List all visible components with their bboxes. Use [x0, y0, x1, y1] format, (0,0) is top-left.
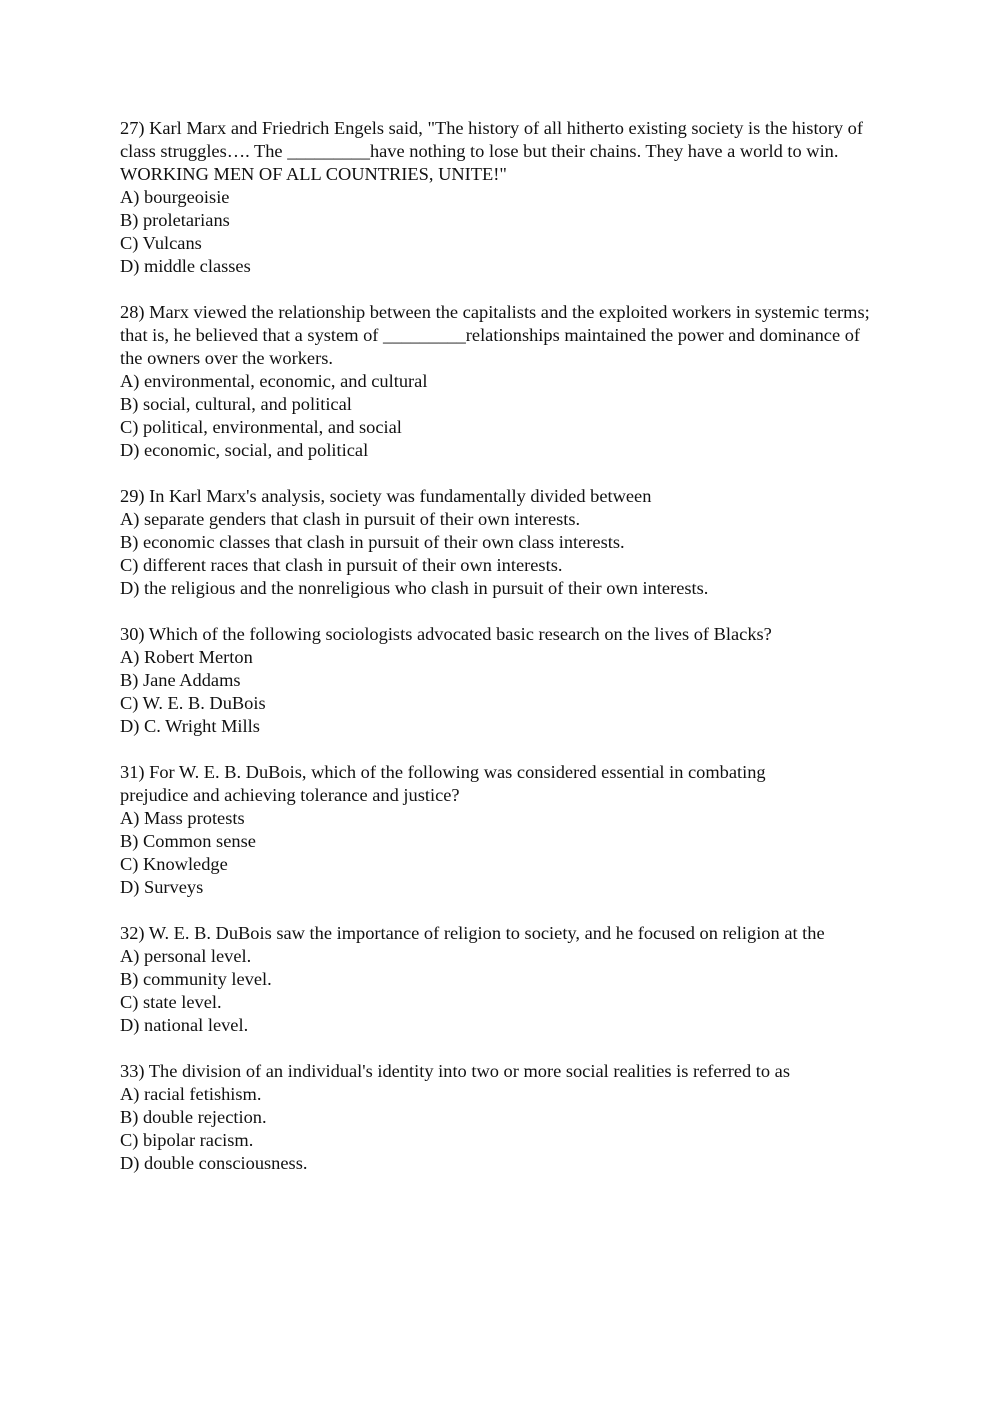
question-31	[120, 761, 900, 899]
question-33	[120, 1060, 900, 1175]
answer-option-a: A) personal level.	[120, 946, 252, 966]
answer-option-c: C) different races that clash in pursuit of their own interests.	[120, 555, 563, 575]
question-stem: 29) In Karl Marx's analysis, society was fundamentally divided between	[120, 486, 652, 506]
question-stem: 30) Which of the following sociologists advocated basic research on the lives of Blacks?	[120, 624, 772, 644]
question-stem: 27) Karl Marx and Friedrich Engels said, "The history of all hitherto existing society is the history of class struggles…. The _________have nothing to lose but their chains. They have a world to win. WORKING MEN OF ALL COUNTRIES, UNITE!"	[120, 118, 863, 184]
answer-option-c: C) bipolar racism.	[120, 1130, 254, 1150]
question-stem: 28) Marx viewed the relationship between the capitalists and the exploited workers in systemic terms; that is, he believed that a system of _________relationships maintained the power and dominance of the owners over the workers.	[120, 302, 870, 368]
question-28	[120, 301, 900, 462]
answer-option-a: A) bourgeoisie	[120, 187, 230, 207]
question-27	[120, 117, 900, 278]
answer-option-a: A) environmental, economic, and cultural	[120, 371, 428, 391]
question-29	[120, 485, 900, 600]
document-page	[120, 117, 900, 1198]
question-32	[120, 922, 900, 1037]
answer-option-c: C) state level.	[120, 992, 222, 1012]
answer-option-a: A) Mass protests	[120, 808, 245, 828]
answer-option-d: D) middle classes	[120, 256, 251, 276]
question-30	[120, 623, 900, 738]
answer-option-d: D) double consciousness.	[120, 1153, 308, 1173]
answer-option-c: C) W. E. B. DuBois	[120, 693, 266, 713]
question-stem: 31) For W. E. B. DuBois, which of the following was considered essential in combating prejudice and achieving tolerance and justice?	[120, 762, 766, 805]
question-stem: 33) The division of an individual's identity into two or more social realities is referred to as	[120, 1061, 790, 1081]
answer-option-b: B) Jane Addams	[120, 670, 241, 690]
answer-option-d: D) economic, social, and political	[120, 440, 369, 460]
answer-option-d: D) national level.	[120, 1015, 249, 1035]
answer-option-b: B) economic classes that clash in pursuit of their own class interests.	[120, 532, 625, 552]
answer-option-b: B) Common sense	[120, 831, 256, 851]
answer-option-b: B) proletarians	[120, 210, 230, 230]
answer-option-d: D) Surveys	[120, 877, 204, 897]
question-stem: 32) W. E. B. DuBois saw the importance of religion to society, and he focused on religion at the	[120, 923, 825, 943]
answer-option-b: B) double rejection.	[120, 1107, 267, 1127]
answer-option-a: A) separate genders that clash in pursuit of their own interests.	[120, 509, 581, 529]
answer-option-b: B) social, cultural, and political	[120, 394, 352, 414]
answer-option-a: A) racial fetishism.	[120, 1084, 262, 1104]
answer-option-a: A) Robert Merton	[120, 647, 253, 667]
answer-option-c: C) political, environmental, and social	[120, 417, 402, 437]
answer-option-d: D) C. Wright Mills	[120, 716, 260, 736]
answer-option-c: C) Knowledge	[120, 854, 228, 874]
answer-option-c: C) Vulcans	[120, 233, 202, 253]
answer-option-d: D) the religious and the nonreligious who clash in pursuit of their own interests.	[120, 578, 709, 598]
answer-option-b: B) community level.	[120, 969, 272, 989]
